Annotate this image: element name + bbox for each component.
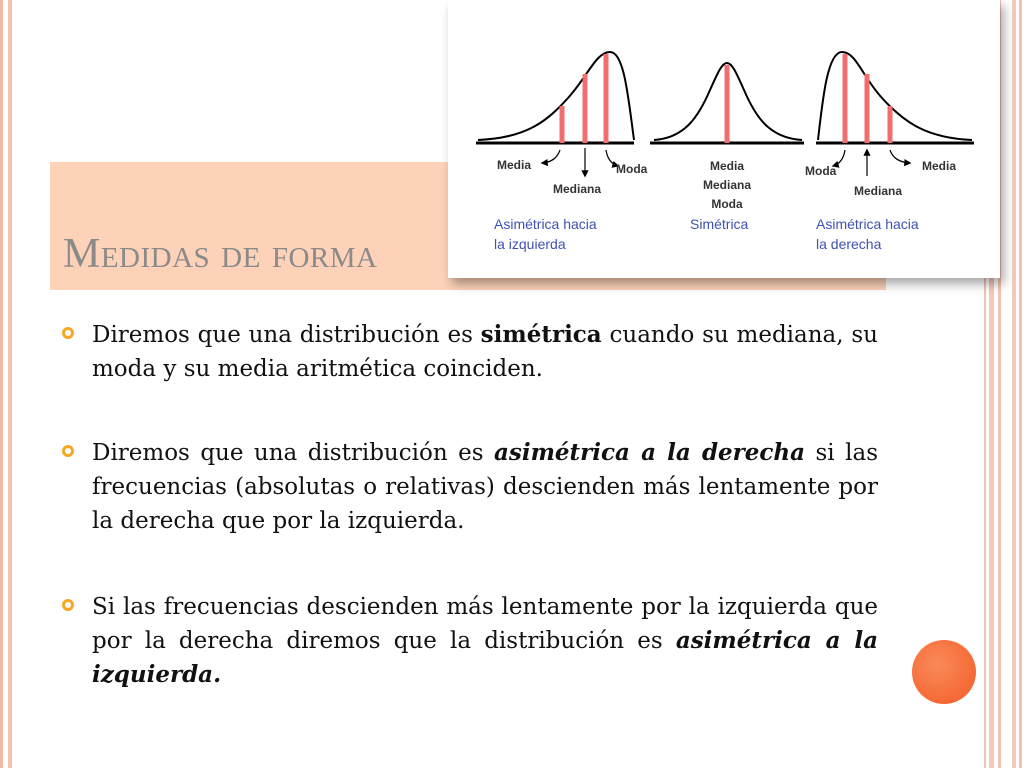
- label-moda: Moda: [805, 164, 837, 178]
- emphasis-term: asimétrica a la izquierda.: [92, 627, 878, 688]
- distribution-diagram: [448, 0, 1000, 278]
- text-run: Diremos que una distribución es: [92, 440, 494, 466]
- label-mediana: Mediana: [854, 184, 903, 198]
- bullet-text: [92, 318, 878, 386]
- label-media: Media: [922, 159, 957, 173]
- caption-line: Asimétrica hacia: [494, 216, 597, 232]
- caption-line: la derecha: [816, 236, 882, 252]
- curve-right-skewed: [818, 52, 972, 140]
- caption-line: la izquierda: [494, 236, 566, 252]
- curve-left-skewed: [478, 52, 634, 140]
- arrow-media: [890, 150, 910, 163]
- right-decor-stripe: [1012, 0, 1016, 768]
- caption-line: Simétrica: [690, 216, 749, 232]
- panel-symmetric: [650, 63, 804, 232]
- emphasis-term: asimétrica a la derecha: [493, 439, 806, 466]
- left-decor-stripe: [0, 0, 3, 768]
- label-media: Media: [709, 159, 745, 173]
- text-run: si las frecuencias (absolutas o relativas) descienden más lentamente por la derecha que por la izquierda.: [92, 440, 878, 534]
- label-media: Media: [497, 158, 532, 172]
- label-mediana: Mediana: [553, 182, 602, 196]
- bullet-ring-icon: [62, 327, 74, 339]
- emphasis-term: simétrica: [480, 321, 602, 348]
- bullet-text: [92, 436, 878, 538]
- caption-line: Asimétrica hacia: [816, 216, 919, 232]
- text-run: Diremos que una distribución es: [92, 322, 481, 348]
- label-moda: Moda: [616, 162, 648, 176]
- label-moda: Moda: [711, 197, 743, 211]
- bullet-item: [62, 590, 878, 692]
- distribution-figure: [448, 0, 1000, 278]
- bullet-text: [92, 590, 878, 692]
- panel-left-skewed: [476, 52, 648, 252]
- slide-title: Medidas de forma: [63, 231, 378, 277]
- bullet-item: [62, 436, 878, 538]
- arrow-media: [542, 150, 560, 163]
- label-mediana: Mediana: [702, 178, 752, 192]
- bullet-ring-icon: [62, 599, 74, 611]
- text-run: Si las frecuencias descienden más lentamente por la izquierda que por la derecha diremos que la distribución es: [92, 594, 878, 654]
- bullet-item: [62, 318, 878, 386]
- left-decor-stripe: [8, 0, 12, 768]
- right-decor-stripe: [1019, 0, 1022, 768]
- text-run: cuando su mediana, su moda y su media aritmética coinciden.: [92, 322, 878, 382]
- decorative-orb: [912, 640, 976, 704]
- panel-right-skewed: [805, 52, 974, 252]
- bullet-ring-icon: [62, 445, 74, 457]
